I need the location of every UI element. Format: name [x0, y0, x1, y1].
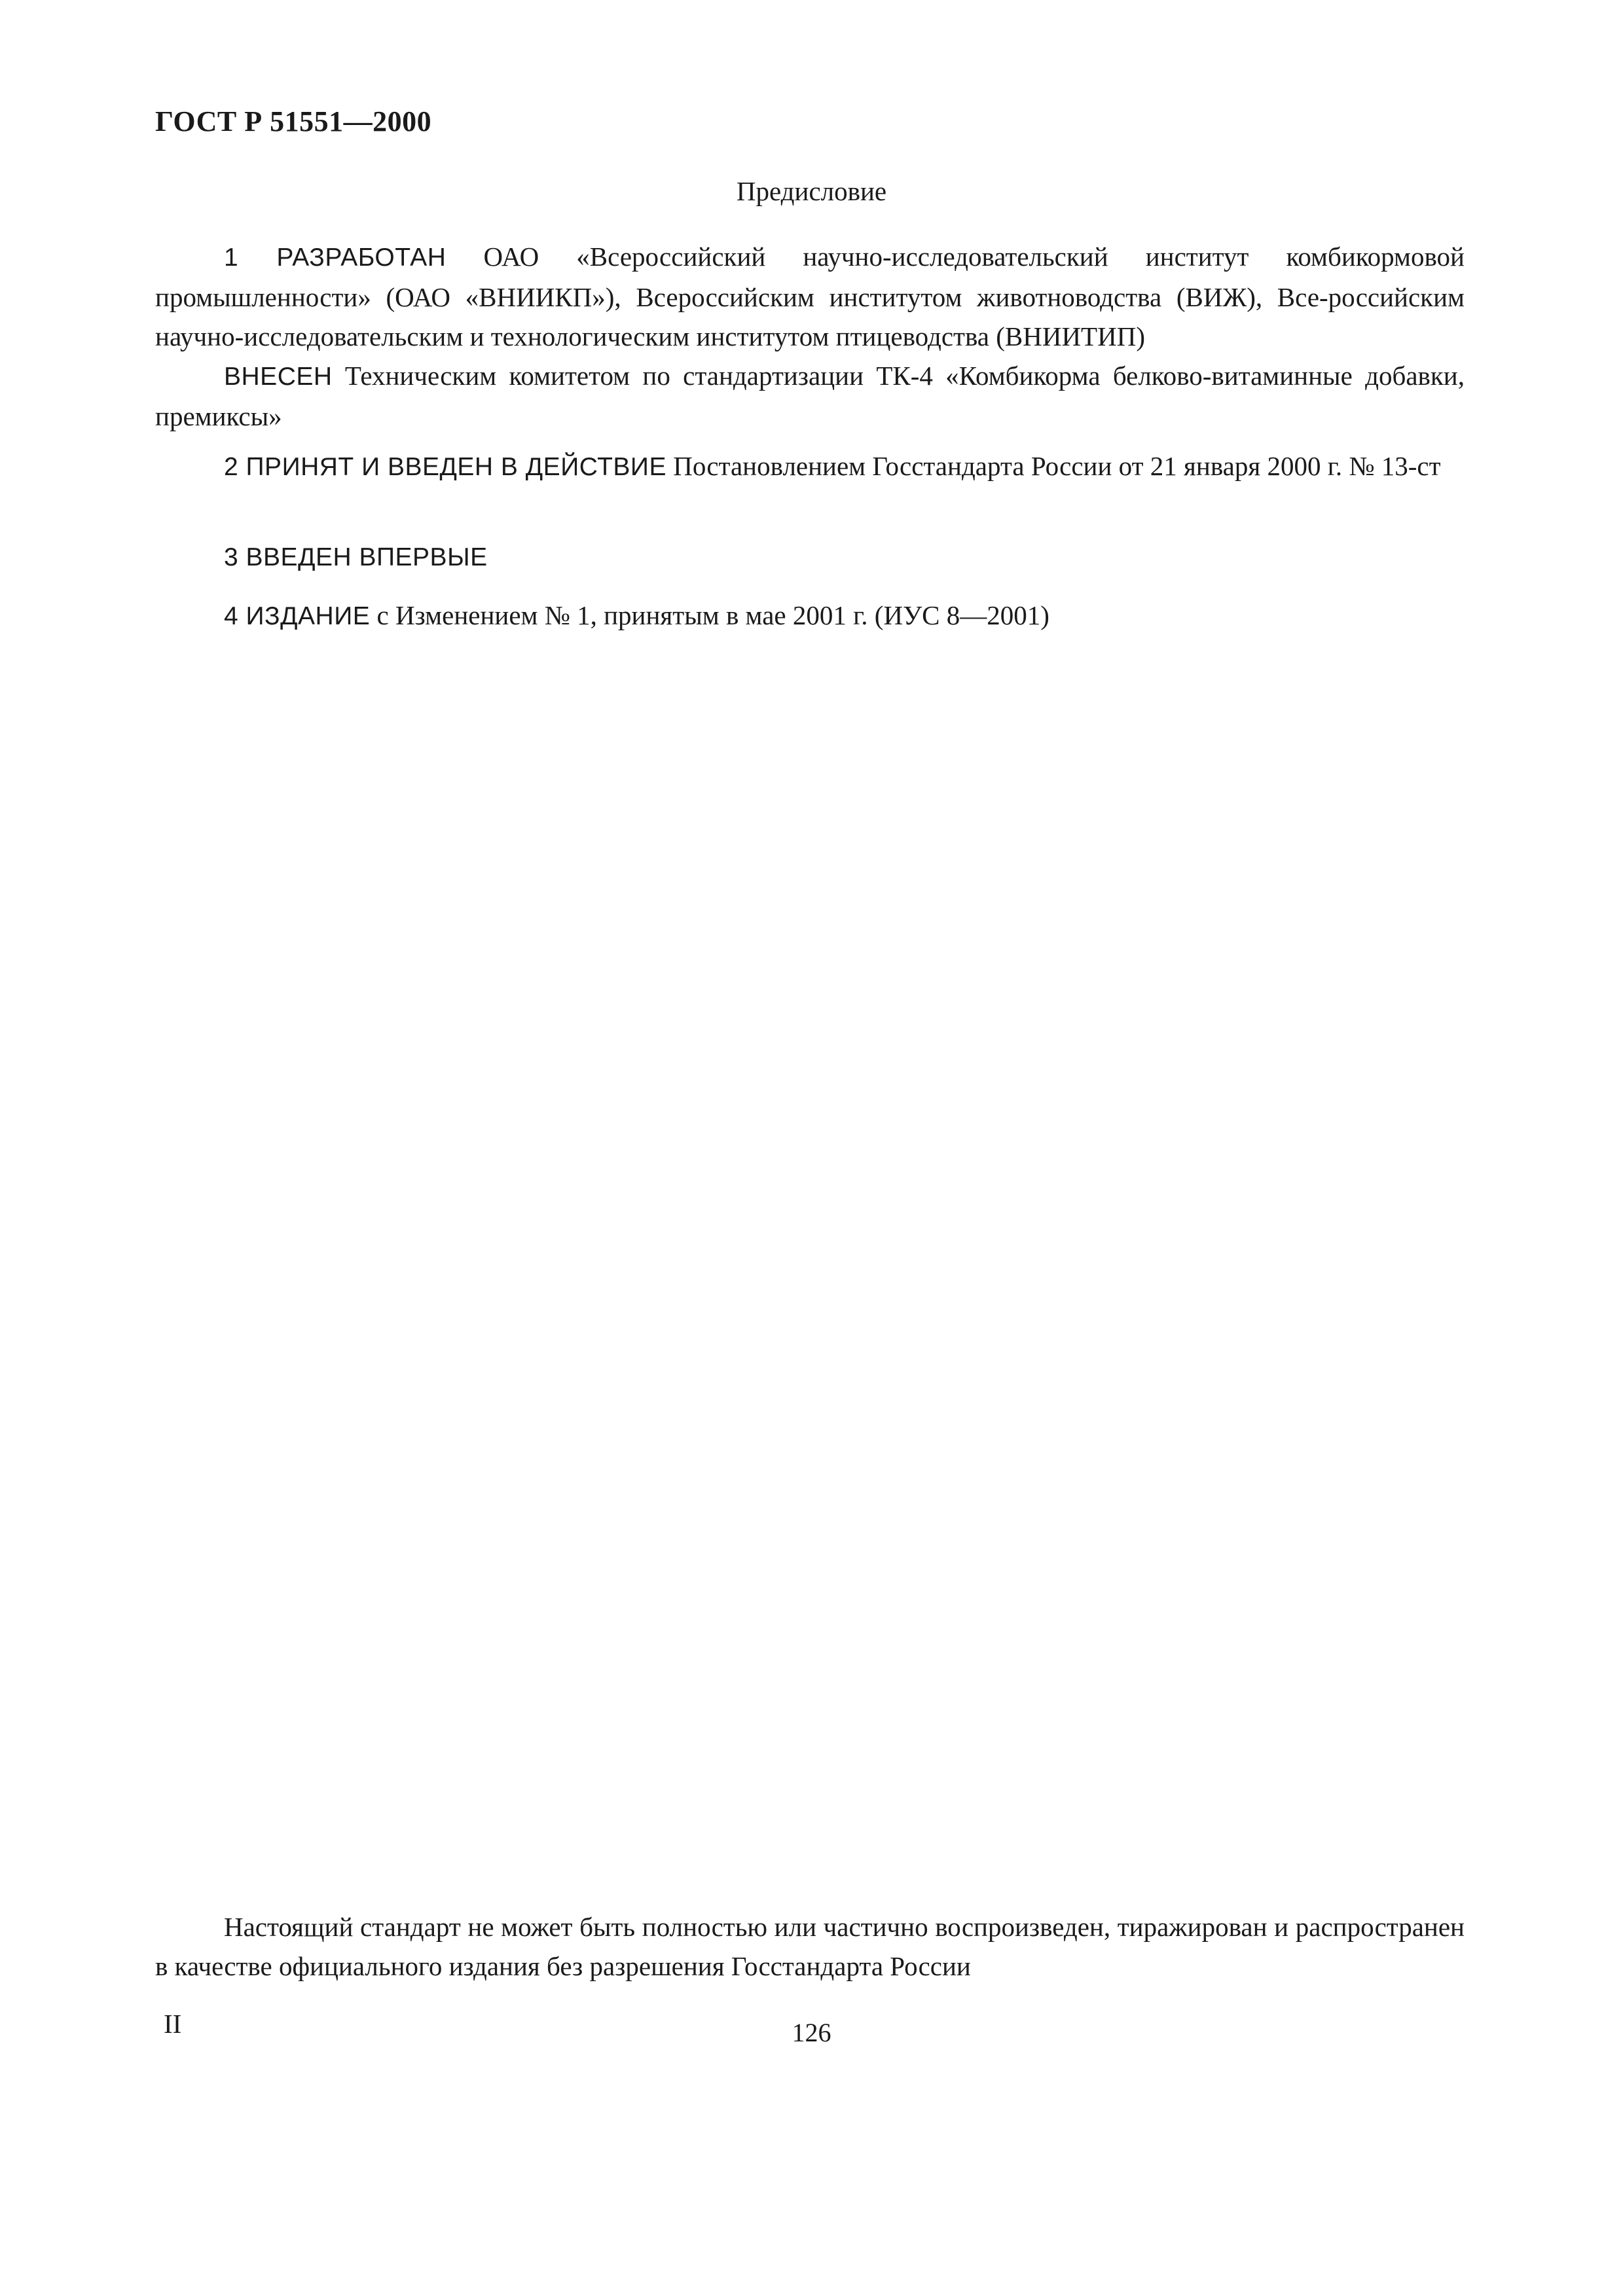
- foreword-item-text: ОАО «Всероссийский научно-исследовательский институт комбикормовой промышленности» (ОАО «ВНИИКП»), Всероссийским институтом животноводства (ВИЖ), Все-российским научно-исследовательским и технологическим институтом птицеводства (ВНИИТИП): [155, 242, 1465, 351]
- foreword-item-lead: 3 ВВЕДЕН ВПЕРВЫЕ: [224, 543, 488, 571]
- foreword-item-lead: ВНЕСЕН: [224, 363, 333, 391]
- foreword-item-developed: [155, 237, 1465, 356]
- foreword-item-lead: 2 ПРИНЯТ И ВВЕДЕН В ДЕЙСТВИЕ: [224, 453, 666, 481]
- page-number: 126: [792, 2018, 831, 2047]
- roman-page-number: II: [164, 2009, 182, 2039]
- foreword-item-text: Техническим комитетом по стандартизации ТК-4 «Комбикорма белково-витаминные добавки, премиксы»: [155, 361, 1465, 431]
- foreword-item-lead: 4 ИЗДАНИЕ: [224, 602, 371, 630]
- foreword-title: Предисловие: [736, 176, 887, 206]
- foreword-item-text: с Изменением № 1, принятым в мае 2001 г. (ИУС 8—2001): [370, 600, 1049, 630]
- foreword-item-introduced: [155, 356, 1465, 436]
- document-code: ГОСТ Р 51551—2000: [155, 105, 432, 137]
- copyright-notice: Настоящий стандарт не может быть полностью или частично воспроизведен, тиражирован и распространен в качестве официального издания без разрешения Госстандарта России: [155, 1912, 1465, 1981]
- foreword-item-adopted: [155, 446, 1465, 487]
- foreword-item-first-introduced: [155, 537, 1465, 577]
- foreword-item-edition: [155, 596, 1465, 636]
- foreword-item-text: Постановлением Госстандарта России от 21 января 2000 г. № 13-ст: [666, 451, 1441, 481]
- foreword-item-lead: 1 РАЗРАБОТАН: [224, 243, 447, 272]
